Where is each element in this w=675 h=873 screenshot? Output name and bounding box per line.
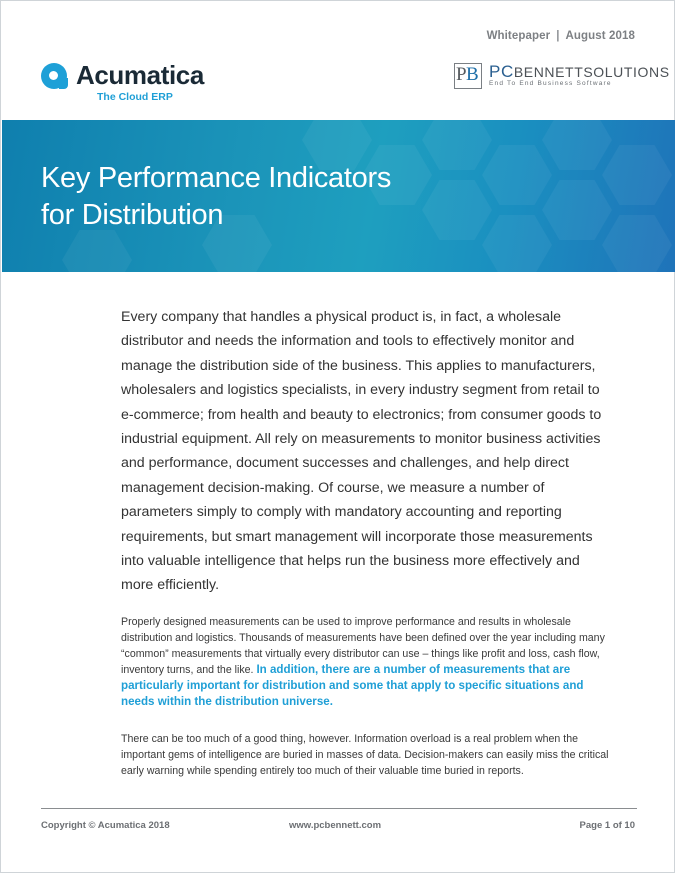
- document-meta: [487, 30, 635, 42]
- footer-url: www.pcbennett.com: [289, 820, 382, 831]
- body-paragraph-1-text: Properly designed measurements can be used to improve performance and results in wholesale distribution and logistics. Thousands of measurements have been defined over the year including many “common” measurements that virtually every distributor can use – things like profit and loss, cash flow, inventory turns, and the like.: [121, 616, 605, 676]
- pcbennett-mark-p: P: [456, 64, 467, 85]
- acumatica-logo-name: Acumatica: [76, 60, 204, 90]
- acumatica-tagline: The Cloud ERP: [97, 91, 173, 103]
- page-title-line1: Key Performance Indicators: [41, 162, 392, 194]
- body-paragraph-2: There can be too much of a good thing, however. Information overload is a real problem when the important gems of intelligence are buried in masses of data. Decision-makers can easily miss the critical early warning while spending entirely too much of their valuable time buried in reports.: [121, 733, 609, 777]
- lead-paragraph: Every company that handles a physical product is, in fact, a wholesale distributor and needs the information and tools to effectively monitor and manage the distribution side of the business. This applies to manufacturers, wholesalers and logistics specialists, in every industry segment from retail to e-commerce; from health and beauty to electronics; from consumer goods to industrial equipment. All rely on measurements to monitor business activities and performance, document successes and challenges, and help direct management decision-making. Of course, we measure a number of parameters simply to comply with mandatory accounting and reporting requirements, but smart management will incorporate those measurements into valuable intelligence that helps run the business more effectively and more efficiently.: [121, 309, 602, 594]
- doc-date: August 2018: [565, 30, 635, 42]
- footer-page-number: Page 1 of 10: [579, 820, 635, 831]
- page-title: [41, 160, 391, 234]
- footer-copyright: Copyright © Acumatica 2018: [41, 820, 170, 831]
- title-banner: [2, 120, 675, 272]
- pcbennett-mark-b: B: [466, 64, 479, 85]
- pcbennett-name-pc: PC: [489, 62, 514, 81]
- pcbennett-logo-subtitle: End To End Business Software: [489, 80, 612, 87]
- body-paragraph-1: [121, 614, 611, 710]
- footer-divider: [41, 808, 637, 809]
- doc-type: Whitepaper: [486, 30, 551, 42]
- pcbennett-name-rest: BENNETTSOLUTIONS: [513, 64, 670, 80]
- body-paragraph-1-highlight: In addition, there are a number of measurements that are particularly important for distribution and some that apply to specific situations and needs within the distribution universe.: [121, 663, 584, 708]
- page-title-line2: for Distribution: [41, 199, 224, 231]
- pcbennett-logo-name: [489, 62, 670, 81]
- acumatica-logo: [41, 60, 204, 91]
- pcbennett-logo: [454, 63, 670, 89]
- acumatica-logo-icon: [41, 63, 67, 89]
- meta-separator: |: [556, 30, 560, 42]
- pcbennett-logo-icon: [454, 63, 482, 89]
